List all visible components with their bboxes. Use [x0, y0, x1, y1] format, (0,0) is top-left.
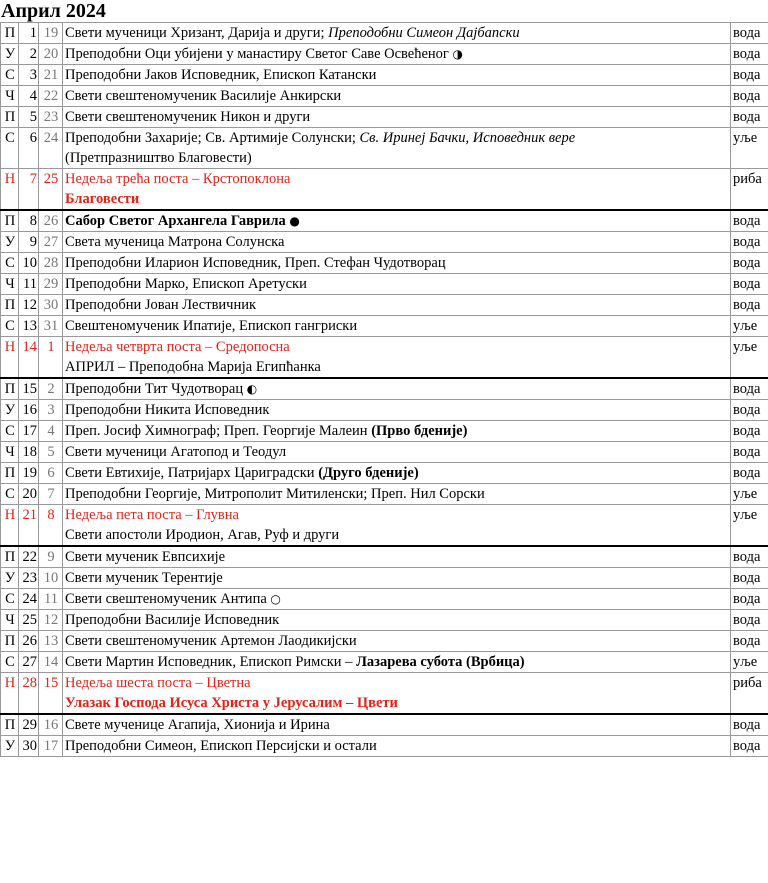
calendar-body	[1, 23, 768, 757]
table-row	[1, 316, 768, 337]
weekday-cell: С	[1, 128, 19, 169]
weekday-cell: П	[1, 295, 19, 316]
feast-description-cell	[63, 673, 731, 715]
julian-date-cell: 22	[39, 86, 63, 107]
weekday-cell: С	[1, 421, 19, 442]
table-row	[1, 253, 768, 274]
feast-text: Свети мученици Агатопод и Теодул	[65, 444, 287, 460]
date-cell: 21	[19, 505, 39, 547]
weekday-cell: П	[1, 714, 19, 736]
weekday-cell: С	[1, 652, 19, 673]
fasting-cell: вода	[731, 378, 768, 400]
fasting-cell: вода	[731, 736, 768, 757]
julian-date-cell: 25	[39, 169, 63, 211]
feast-description-cell	[63, 44, 731, 65]
table-row	[1, 736, 768, 757]
date-cell: 10	[19, 253, 39, 274]
fasting-cell: вода	[731, 295, 768, 316]
julian-date-cell: 20	[39, 44, 63, 65]
table-row	[1, 568, 768, 589]
weekday-cell: П	[1, 631, 19, 652]
weekday-cell: П	[1, 463, 19, 484]
date-cell: 30	[19, 736, 39, 757]
weekday-cell: С	[1, 253, 19, 274]
table-row	[1, 505, 768, 547]
feast-description-cell	[63, 631, 731, 652]
feast-text: Свети мученик Терентије	[65, 570, 223, 586]
julian-date-cell: 1	[39, 337, 63, 379]
feast-text: Преподобни Јован Лествичник	[65, 297, 257, 313]
feast-text: Свети свештеномученик Никон и други	[65, 109, 311, 125]
feast-description-cell	[63, 274, 731, 295]
date-cell: 16	[19, 400, 39, 421]
feast-text: Преподобни Оци убијени у манастиру Светог Саве Освећеног	[65, 46, 453, 62]
feast-description-cell	[63, 378, 731, 400]
feast-description-cell	[63, 546, 731, 568]
table-row	[1, 714, 768, 736]
table-row	[1, 442, 768, 463]
table-row	[1, 295, 768, 316]
feast-text: Улазак Господа Исуса Христа у Јерусалим – Цвети	[65, 695, 398, 711]
julian-date-cell: 16	[39, 714, 63, 736]
date-cell: 13	[19, 316, 39, 337]
date-cell: 29	[19, 714, 39, 736]
date-cell: 26	[19, 631, 39, 652]
moon-phase-icon: ●	[289, 214, 300, 228]
date-cell: 28	[19, 673, 39, 715]
feast-text: Преподобни Георгије, Митрополит Митиленски; Преп. Нил Сорски	[65, 486, 485, 502]
weekday-cell: С	[1, 589, 19, 610]
date-cell: 14	[19, 337, 39, 379]
feast-description-cell	[63, 86, 731, 107]
weekday-cell: Ч	[1, 274, 19, 295]
feast-description-cell	[63, 169, 731, 211]
fasting-cell: вода	[731, 107, 768, 128]
page-title: Април 2024	[1, 0, 106, 22]
date-cell: 20	[19, 484, 39, 505]
feast-text: Свети Мартин Исповедник, Епископ Римски –	[65, 654, 357, 670]
fasting-cell: вода	[731, 400, 768, 421]
fasting-cell: уље	[731, 484, 768, 505]
table-row	[1, 232, 768, 253]
feast-description-cell	[63, 295, 731, 316]
fasting-cell: вода	[731, 65, 768, 86]
fasting-cell: вода	[731, 23, 768, 44]
table-row	[1, 631, 768, 652]
weekday-cell: П	[1, 23, 19, 44]
julian-date-cell: 23	[39, 107, 63, 128]
julian-date-cell: 13	[39, 631, 63, 652]
table-row	[1, 610, 768, 631]
fasting-cell: вода	[731, 232, 768, 253]
table-row	[1, 673, 768, 715]
table-row	[1, 400, 768, 421]
date-cell: 23	[19, 568, 39, 589]
date-cell: 17	[19, 421, 39, 442]
fasting-cell: вода	[731, 86, 768, 107]
feast-text: Преподобни Јаков Исповедник, Епископ Катански	[65, 67, 377, 83]
feast-description-cell	[63, 65, 731, 86]
table-row	[1, 107, 768, 128]
feast-description-cell	[63, 736, 731, 757]
date-cell: 25	[19, 610, 39, 631]
table-row	[1, 86, 768, 107]
julian-date-cell: 27	[39, 232, 63, 253]
weekday-cell: У	[1, 736, 19, 757]
weekday-cell: Ч	[1, 442, 19, 463]
feast-text: Сабор Светог Архангела Гаврила	[65, 213, 290, 229]
julian-date-cell: 8	[39, 505, 63, 547]
julian-date-cell: 5	[39, 442, 63, 463]
feast-description-cell	[63, 652, 731, 673]
feast-description-cell	[63, 484, 731, 505]
feast-text: Свети мученици Хризант, Дарија и други;	[65, 25, 329, 41]
feast-description-cell	[63, 316, 731, 337]
table-row	[1, 44, 768, 65]
table-row	[1, 652, 768, 673]
feast-text: Преподобни Иларион Исповедник, Преп. Стефан Чудотворац	[65, 255, 446, 271]
table-row	[1, 23, 768, 44]
feast-text: Преподобни Тит Чудотворац	[65, 381, 247, 397]
table-row	[1, 421, 768, 442]
date-cell: 7	[19, 169, 39, 211]
date-cell: 8	[19, 210, 39, 232]
feast-text: Преподобни Захарије; Св. Артимије Солунски;	[65, 130, 360, 146]
feast-description-cell	[63, 337, 731, 379]
date-cell: 5	[19, 107, 39, 128]
fasting-cell: вода	[731, 253, 768, 274]
fasting-cell: уље	[731, 316, 768, 337]
feast-description-cell	[63, 442, 731, 463]
weekday-cell: Ч	[1, 610, 19, 631]
feast-text: Св. Иринеј Бачки, Исповедник вере	[359, 130, 576, 146]
date-cell: 27	[19, 652, 39, 673]
feast-text: Недеља трећа поста – Крстопоклона	[65, 171, 291, 187]
fasting-cell: риба	[731, 169, 768, 211]
feast-description-cell	[63, 400, 731, 421]
fasting-cell: вода	[731, 421, 768, 442]
fasting-cell: вода	[731, 589, 768, 610]
julian-date-cell: 17	[39, 736, 63, 757]
feast-text: Свете мученице Агапија, Хионија и Ирина	[65, 717, 330, 733]
feast-text: Недеља четврта поста – Средопосна	[65, 339, 290, 355]
feast-text: Недеља пета поста – Глувна	[65, 507, 239, 523]
feast-text: Свети свештеномученик Антипа	[65, 591, 271, 607]
julian-date-cell: 24	[39, 128, 63, 169]
table-row	[1, 128, 768, 169]
feast-description-cell	[63, 505, 731, 547]
weekday-cell: У	[1, 44, 19, 65]
fasting-cell: вода	[731, 463, 768, 484]
feast-text: Преподобни Симеон, Епископ Персијски и остали	[65, 738, 377, 754]
table-row	[1, 546, 768, 568]
feast-description-cell	[63, 210, 731, 232]
julian-date-cell: 21	[39, 65, 63, 86]
feast-description-cell	[63, 23, 731, 44]
fasting-cell: вода	[731, 274, 768, 295]
julian-date-cell: 29	[39, 274, 63, 295]
weekday-cell: Н	[1, 673, 19, 715]
feast-text: Благовести	[65, 191, 140, 207]
table-row	[1, 484, 768, 505]
fasting-cell: риба	[731, 673, 768, 715]
feast-description-cell	[63, 589, 731, 610]
feast-text: (Прво бденије)	[371, 423, 468, 439]
weekday-cell: П	[1, 107, 19, 128]
weekday-cell: Н	[1, 337, 19, 379]
fasting-cell: уље	[731, 128, 768, 169]
julian-date-cell: 2	[39, 378, 63, 400]
table-row	[1, 65, 768, 86]
julian-date-cell: 31	[39, 316, 63, 337]
feast-description-cell	[63, 463, 731, 484]
feast-text: Преп. Јосиф Химнограф; Преп. Георгије Малеин	[65, 423, 372, 439]
feast-description-cell	[63, 610, 731, 631]
weekday-cell: П	[1, 210, 19, 232]
weekday-cell: Н	[1, 505, 19, 547]
feast-description-cell	[63, 107, 731, 128]
fasting-cell: уље	[731, 505, 768, 547]
date-cell: 24	[19, 589, 39, 610]
date-cell: 4	[19, 86, 39, 107]
julian-date-cell: 26	[39, 210, 63, 232]
feast-text: Свештеномученик Ипатије, Епископ гангриски	[65, 318, 358, 334]
julian-date-cell: 12	[39, 610, 63, 631]
table-row	[1, 274, 768, 295]
feast-text: Свети мученик Евпсихије	[65, 549, 226, 565]
date-cell: 6	[19, 128, 39, 169]
feast-text: Свети Евтихије, Патријарх Цариградски	[65, 465, 319, 481]
date-cell: 3	[19, 65, 39, 86]
fasting-cell: вода	[731, 714, 768, 736]
table-row	[1, 463, 768, 484]
julian-date-cell: 28	[39, 253, 63, 274]
julian-date-cell: 10	[39, 568, 63, 589]
date-cell: 11	[19, 274, 39, 295]
julian-date-cell: 19	[39, 23, 63, 44]
julian-date-cell: 15	[39, 673, 63, 715]
feast-text: (Претпразништво Благовести)	[65, 150, 252, 166]
date-cell: 22	[19, 546, 39, 568]
julian-date-cell: 9	[39, 546, 63, 568]
fasting-cell: вода	[731, 568, 768, 589]
date-cell: 12	[19, 295, 39, 316]
feast-text: Свети апостоли Иродион, Агав, Руф и други	[65, 527, 340, 543]
julian-date-cell: 14	[39, 652, 63, 673]
julian-date-cell: 30	[39, 295, 63, 316]
julian-date-cell: 3	[39, 400, 63, 421]
weekday-cell: У	[1, 400, 19, 421]
table-row	[1, 337, 768, 379]
feast-text: Свети свештеномученик Артемон Лаодикијски	[65, 633, 357, 649]
weekday-cell: С	[1, 316, 19, 337]
calendar-table	[0, 22, 768, 757]
feast-description-cell	[63, 253, 731, 274]
weekday-cell: Ч	[1, 86, 19, 107]
feast-text: Преподобни Симеон Дајбапски	[328, 25, 520, 41]
weekday-cell: У	[1, 568, 19, 589]
feast-text: Лазарева субота (Врбица)	[356, 654, 525, 670]
feast-text: Преподобни Василије Исповедник	[65, 612, 280, 628]
feast-text: Преподобни Никита Исповедник	[65, 402, 270, 418]
weekday-cell: П	[1, 546, 19, 568]
julian-date-cell: 4	[39, 421, 63, 442]
julian-date-cell: 11	[39, 589, 63, 610]
date-cell: 18	[19, 442, 39, 463]
date-cell: 1	[19, 23, 39, 44]
weekday-cell: С	[1, 65, 19, 86]
feast-text: Света мученица Матрона Солунска	[65, 234, 285, 250]
date-cell: 15	[19, 378, 39, 400]
fasting-cell: вода	[731, 442, 768, 463]
moon-phase-icon: ○	[270, 592, 281, 606]
date-cell: 19	[19, 463, 39, 484]
feast-description-cell	[63, 568, 731, 589]
fasting-cell: вода	[731, 610, 768, 631]
table-row	[1, 210, 768, 232]
weekday-cell: С	[1, 484, 19, 505]
fasting-cell: вода	[731, 44, 768, 65]
table-row	[1, 169, 768, 211]
feast-text: АПРИЛ – Преподобна Марија Египћанка	[65, 359, 321, 375]
weekday-cell: П	[1, 378, 19, 400]
feast-description-cell	[63, 232, 731, 253]
feast-description-cell	[63, 128, 731, 169]
date-cell: 2	[19, 44, 39, 65]
julian-date-cell: 6	[39, 463, 63, 484]
weekday-cell: У	[1, 232, 19, 253]
moon-phase-icon: ◑	[452, 47, 463, 61]
fasting-cell: уље	[731, 652, 768, 673]
feast-text: Недеља шеста поста – Цветна	[65, 675, 251, 691]
feast-description-cell	[63, 714, 731, 736]
feast-description-cell	[63, 421, 731, 442]
date-cell: 9	[19, 232, 39, 253]
moon-phase-icon: ◐	[246, 382, 258, 396]
feast-text: (Друго бденије)	[318, 465, 419, 481]
fasting-cell: вода	[731, 210, 768, 232]
fasting-cell: уље	[731, 337, 768, 379]
table-row	[1, 378, 768, 400]
feast-text: Свети свештеномученик Василије Анкирски	[65, 88, 342, 104]
fasting-cell: вода	[731, 631, 768, 652]
weekday-cell: Н	[1, 169, 19, 211]
feast-text: Преподобни Марко, Епископ Аретуски	[65, 276, 307, 292]
fasting-cell: вода	[731, 546, 768, 568]
table-row	[1, 589, 768, 610]
julian-date-cell: 7	[39, 484, 63, 505]
